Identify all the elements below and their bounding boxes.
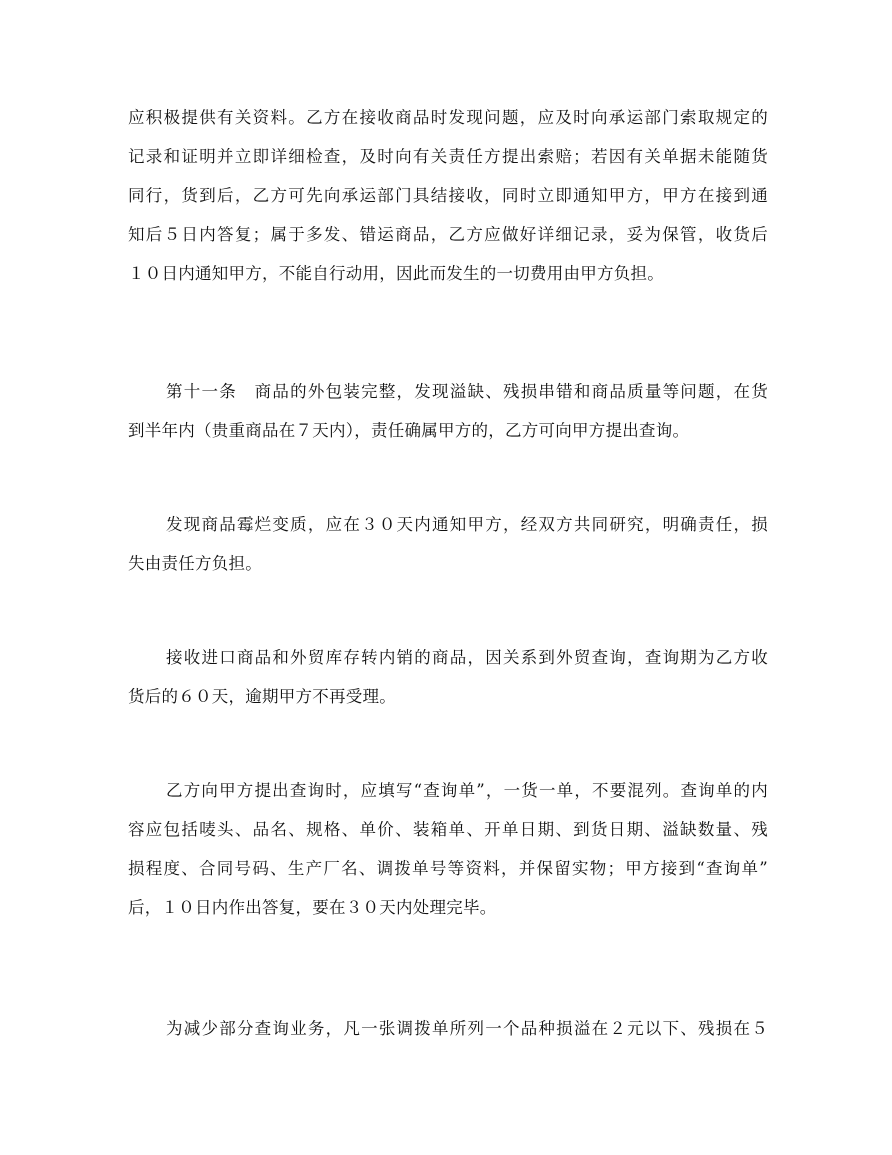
text-line: 损程度、合同号码、生产厂名、调拨单号等资料，并保留实物；甲方接到“查询单” [128,859,768,878]
text-line: 后，１０日内作出答复，要在３０天内处理完毕。 [128,898,497,917]
text-line: １０日内通知甲方，不能自行动用，因此而发生的一切费用由甲方负担。 [128,264,664,283]
paragraph-article-11 [128,372,768,450]
text-line: 知后５日内答复；属于多发、错运商品，乙方应做好详细记录，妥为保管，收货后 [128,225,768,244]
text-line: 失由责任方负担。 [128,554,262,573]
paragraph-6 [128,1009,768,1048]
text-line: 应积极提供有关资料。乙方在接收商品时发现问题，应及时向承运部门索取规定的 [128,108,768,127]
paragraph-1 [128,98,768,293]
text-line: 同行，货到后，乙方可先向承运部门具结接收，同时立即通知甲方，甲方在接到通 [128,186,768,205]
text-line: 记录和证明并立即详细检查，及时向有关责任方提出索赔；若因有关单据未能随货 [128,147,768,166]
text-line: 到半年内（贵重商品在７天内），责任确属甲方的，乙方可向甲方提出查询。 [128,421,690,440]
text-line: 乙方向甲方提出查询时，应填写“查询单”，一货一单，不要混列。查询单的内 [166,781,768,800]
text-line: 为减少部分查询业务，凡一张调拨单所列一个品种损溢在２元以下、残损在５ [166,1019,768,1038]
text-line: 货后的６０天，逾期甲方不再受理。 [128,687,396,706]
paragraph-4 [128,638,768,716]
paragraph-5 [128,771,768,927]
text-line: 容应包括唛头、品名、规格、单价、装箱单、开单日期、到货日期、溢缺数量、残 [128,820,768,839]
text-line: 第十一条 商品的外包装完整，发现溢缺、残损串错和商品质量等问题，在货 [166,382,768,401]
text-line: 接收进口商品和外贸库存转内销的商品，因关系到外贸查询，查询期为乙方收 [166,648,768,667]
paragraph-3 [128,505,768,583]
text-line: 发现商品霉烂变质，应在３０天内通知甲方，经双方共同研究，明确责任，损 [166,515,768,534]
